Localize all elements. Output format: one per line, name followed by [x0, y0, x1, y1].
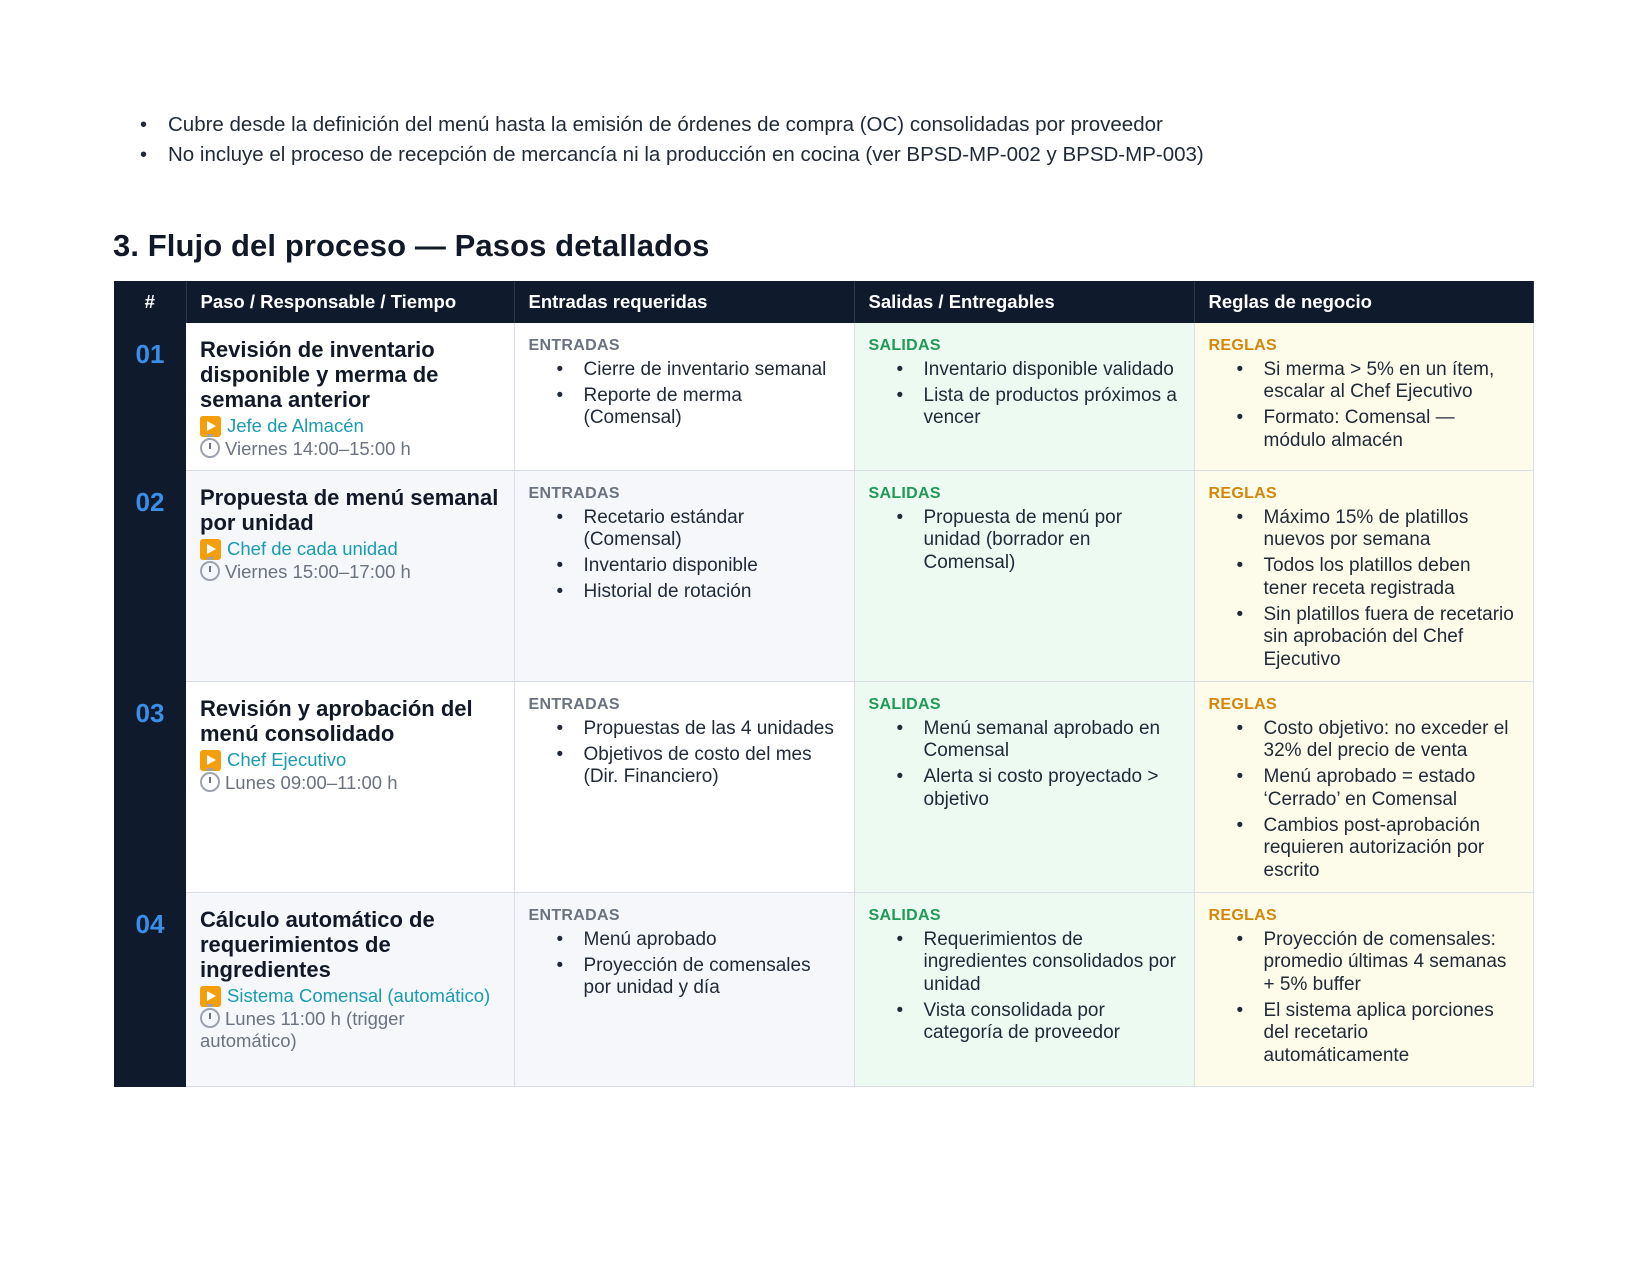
- owner-label: Sistema Comensal (automático): [227, 985, 491, 1006]
- step-time: [200, 561, 500, 583]
- inputs-cell: [514, 323, 854, 471]
- rules-cell: [1194, 682, 1533, 893]
- inputs-list: [529, 507, 840, 604]
- table-row: [114, 471, 1533, 682]
- rules-cell: [1194, 323, 1533, 471]
- step-number: 01: [114, 323, 186, 471]
- rules-cell: [1194, 471, 1533, 682]
- inputs-cell: [514, 471, 854, 682]
- list-item: • Menú semanal aprobado en Comensal: [869, 718, 1180, 763]
- outputs-tag: SALIDAS: [868, 337, 941, 354]
- step-time: [200, 772, 500, 794]
- table-row: [114, 893, 1533, 1087]
- outputs-list: [869, 359, 1180, 430]
- inputs-list: [529, 359, 840, 430]
- step-cell: [186, 471, 514, 682]
- list-item: • Inventario disponible: [529, 555, 840, 578]
- inputs-tag: ENTRADAS: [528, 485, 620, 502]
- list-item: • Vista consolidada por categoría de proveedor: [869, 1000, 1180, 1045]
- list-item: • Cambios post-aprobación requieren autorización por escrito: [1209, 815, 1519, 883]
- list-item: • Propuestas de las 4 unidades: [529, 718, 840, 741]
- outputs-tag: SALIDAS: [868, 696, 941, 713]
- stopwatch-icon: [200, 561, 220, 581]
- list-item: • Todos los platillos deben tener receta registrada: [1209, 555, 1519, 600]
- outputs-cell: [854, 323, 1194, 471]
- step-owner: [200, 748, 500, 772]
- step-cell: [186, 893, 514, 1087]
- step-title: Propuesta de menú semanal por unidad: [200, 485, 499, 535]
- list-item: • Máximo 15% de platillos nuevos por semana: [1209, 507, 1519, 552]
- table-header-row: [114, 281, 1533, 323]
- list-item: • Proyección de comensales: promedio últimas 4 semanas + 5% buffer: [1209, 929, 1519, 997]
- list-item: • Recetario estándar (Comensal): [529, 507, 840, 552]
- list-item: • Si merma > 5% en un ítem, escalar al Chef Ejecutivo: [1209, 359, 1519, 404]
- rules-tag: REGLAS: [1208, 907, 1277, 924]
- step-cell: [186, 682, 514, 893]
- step-number: 02: [114, 471, 186, 682]
- rules-tag: REGLAS: [1208, 696, 1277, 713]
- outputs-tag: SALIDAS: [868, 907, 941, 924]
- outputs-cell: [854, 471, 1194, 682]
- stopwatch-icon: [200, 438, 220, 458]
- rules-list: [1209, 507, 1519, 672]
- list-item: • Cierre de inventario semanal: [529, 359, 840, 382]
- time-label: Lunes 11:00 h (trigger automático): [200, 1008, 405, 1051]
- list-item: • El sistema aplica porciones del recetario automáticamente: [1209, 1000, 1519, 1068]
- header-step: Paso / Responsable / Tiempo: [186, 281, 514, 323]
- outputs-cell: [854, 893, 1194, 1087]
- list-item: • Objetivos de costo del mes (Dir. Financiero): [529, 744, 840, 789]
- list-item: • Propuesta de menú por unidad (borrador en Comensal): [869, 507, 1180, 575]
- outputs-list: [869, 929, 1180, 1045]
- header-rules: Reglas de negocio: [1194, 281, 1533, 323]
- scope-bullet: • Cubre desde la definición del menú hasta la emisión de órdenes de compra (OC) consolidadas por proveedor: [135, 110, 1204, 140]
- time-label: Viernes 15:00–17:00 h: [225, 561, 411, 582]
- inputs-tag: ENTRADAS: [528, 337, 620, 354]
- list-item: • Formato: Comensal — módulo almacén: [1209, 407, 1519, 452]
- scope-list: [135, 110, 1204, 170]
- rules-cell: [1194, 893, 1533, 1087]
- inputs-cell: [514, 682, 854, 893]
- stopwatch-icon: [200, 1008, 220, 1028]
- owner-label: Chef Ejecutivo: [227, 749, 347, 770]
- scope-bullet: • No incluye el proceso de recepción de mercancía ni la producción en cocina (ver BPSD-MP-002 y BPSD-MP-003): [135, 140, 1204, 170]
- step-cell: [186, 323, 514, 471]
- step-owner: [200, 414, 500, 438]
- list-item: • Costo objetivo: no exceder el 32% del precio de venta: [1209, 718, 1519, 763]
- header-number: #: [114, 281, 186, 323]
- list-item: • Lista de productos próximos a vencer: [869, 385, 1180, 430]
- table-row: [114, 323, 1533, 471]
- list-item: • Sin platillos fuera de recetario sin aprobación del Chef Ejecutivo: [1209, 604, 1519, 672]
- outputs-list: [869, 718, 1180, 812]
- step-number: 03: [114, 682, 186, 893]
- table-row: [114, 682, 1533, 893]
- inputs-list: [529, 929, 840, 1000]
- list-item: • Menú aprobado = estado ‘Cerrado’ en Comensal: [1209, 766, 1519, 811]
- section-title: 3. Flujo del proceso — Pasos detallados: [113, 228, 710, 263]
- process-steps-table: [114, 281, 1534, 1087]
- step-title: Revisión de inventario disponible y merma de semana anterior: [200, 337, 439, 412]
- list-item: • Alerta si costo proyectado > objetivo: [869, 766, 1180, 811]
- list-item: • Inventario disponible validado: [869, 359, 1180, 382]
- time-label: Viernes 14:00–15:00 h: [225, 438, 411, 459]
- rules-list: [1209, 718, 1519, 883]
- list-item: • Menú aprobado: [529, 929, 840, 952]
- list-item: • Reporte de merma (Comensal): [529, 385, 840, 430]
- stopwatch-icon: [200, 772, 220, 792]
- step-title: Cálculo automático de requerimientos de ingredientes: [200, 907, 435, 982]
- list-item: • Historial de rotación: [529, 581, 840, 604]
- rules-tag: REGLAS: [1208, 485, 1277, 502]
- step-number: 04: [114, 893, 186, 1087]
- outputs-tag: SALIDAS: [868, 485, 941, 502]
- owner-label: Jefe de Almacén: [227, 415, 364, 436]
- inputs-cell: [514, 893, 854, 1087]
- step-time: [200, 438, 500, 460]
- rules-list: [1209, 929, 1519, 1068]
- owner-label: Chef de cada unidad: [227, 538, 398, 559]
- header-outputs: Salidas / Entregables: [854, 281, 1194, 323]
- outputs-list: [869, 507, 1180, 575]
- outputs-cell: [854, 682, 1194, 893]
- inputs-tag: ENTRADAS: [528, 696, 620, 713]
- list-item: • Requerimientos de ingredientes consolidados por unidad: [869, 929, 1180, 997]
- step-owner: [200, 984, 500, 1008]
- rules-list: [1209, 359, 1519, 453]
- step-time: [200, 1008, 500, 1052]
- step-title: Revisión y aprobación del menú consolidado: [200, 696, 473, 746]
- time-label: Lunes 09:00–11:00 h: [225, 772, 398, 793]
- list-item: • Proyección de comensales por unidad y día: [529, 955, 840, 1000]
- step-owner: [200, 537, 500, 561]
- inputs-list: [529, 718, 840, 789]
- inputs-tag: ENTRADAS: [528, 907, 620, 924]
- rules-tag: REGLAS: [1208, 337, 1277, 354]
- header-inputs: Entradas requeridas: [514, 281, 854, 323]
